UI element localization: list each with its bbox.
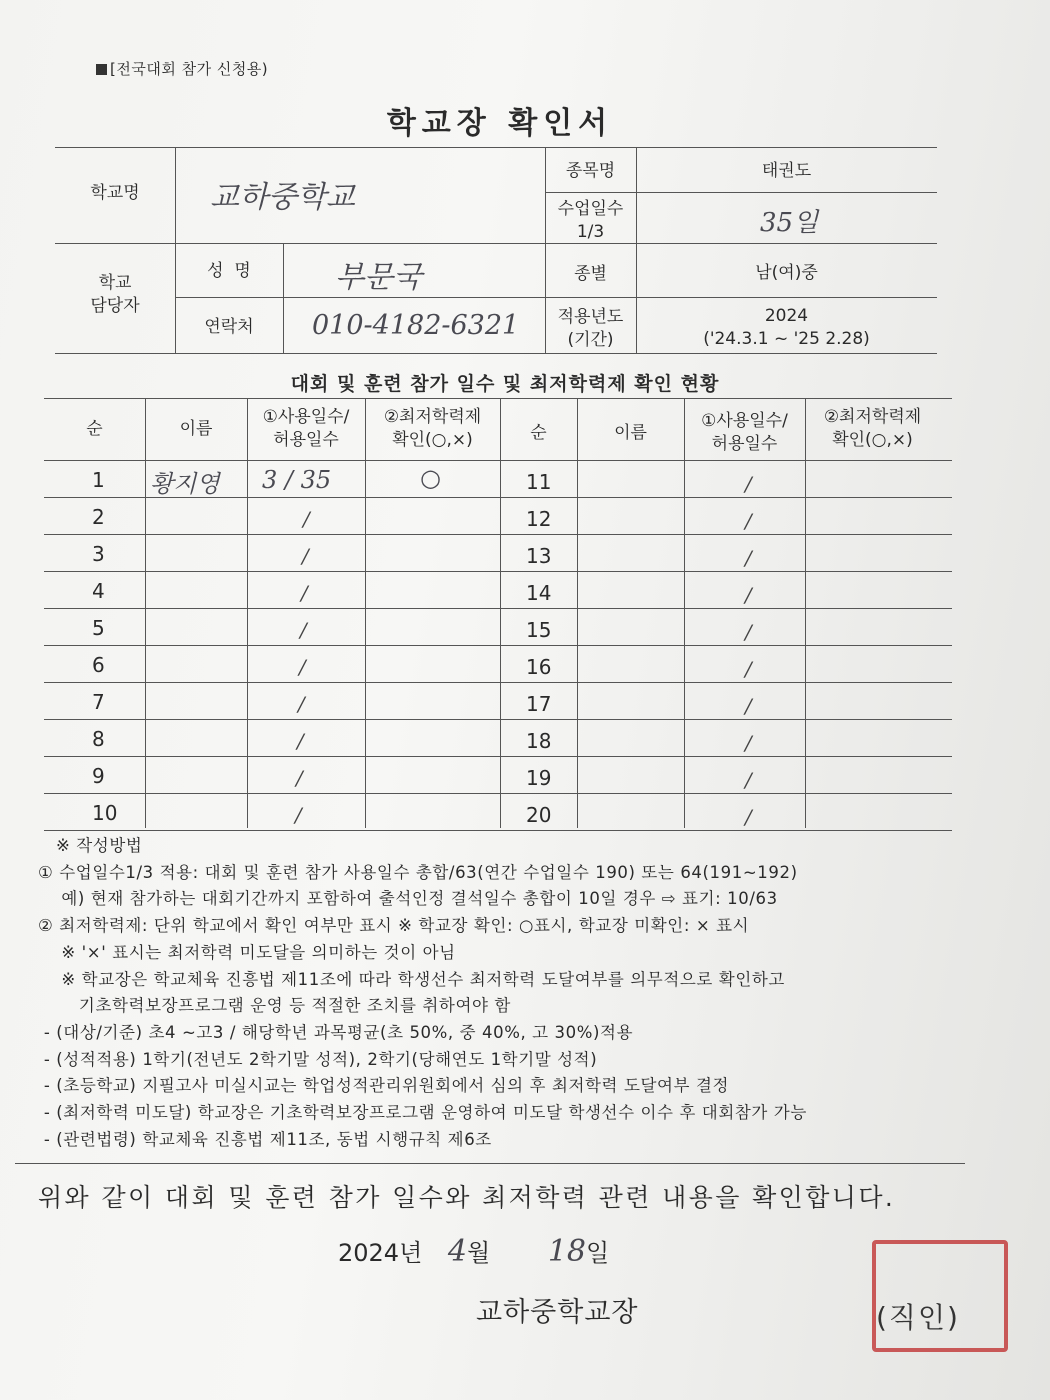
- table-caption: 대회 및 훈련 참가 일수 및 최저학력제 확인 현황: [290, 373, 720, 395]
- instruction-line: ② 최저학력제: 단위 학교에서 확인 여부만 표시 ※ 학교장 확인: ○표시, 학교장 미확인: × 표시: [38, 916, 750, 936]
- slash-mark-left: /: [295, 803, 302, 827]
- year-value: 2024 ('24.3.1 ~ '25 2.28): [703, 306, 870, 349]
- event-label: 종목명: [565, 161, 616, 181]
- row-divider: [44, 534, 952, 535]
- row-number-right: 14: [526, 581, 552, 605]
- event-value: 태권도: [761, 161, 812, 181]
- instruction-line: 예) 현재 참가하는 대회기간까지 포함하여 출석인정 결석일수 총합이 10일 경우 ⇨ 표기: 10/63: [38, 889, 778, 909]
- slash-mark-left: /: [300, 618, 307, 642]
- form-tag: [전국대회 참가 신청용): [96, 58, 268, 79]
- row-divider: [44, 497, 952, 498]
- slash-mark-right: /: [745, 472, 752, 496]
- slash-mark-left: /: [297, 729, 304, 753]
- slash-mark-left: /: [302, 544, 309, 568]
- row-divider: [44, 830, 952, 831]
- instructions: [38, 833, 968, 1154]
- gender-value: 남(여)중: [755, 263, 818, 283]
- row-number-left: 2: [92, 505, 105, 529]
- row-number-right: 18: [526, 729, 552, 753]
- slash-mark-right: /: [745, 805, 752, 829]
- row-number-left: 5: [92, 616, 105, 640]
- row-number-right: 15: [526, 618, 552, 642]
- contact-value: 010-4182-6321: [312, 310, 520, 341]
- document-title: 학교장 확인서: [386, 106, 614, 141]
- days-value: 35일: [760, 208, 819, 238]
- name-label: 성 명: [207, 261, 251, 281]
- row-number-right: 13: [526, 544, 552, 568]
- school-value: 교하중학교: [210, 180, 355, 215]
- header-name-left: 이름: [179, 419, 213, 439]
- slash-mark-right: /: [745, 546, 752, 570]
- row-divider: [44, 608, 952, 609]
- slash-mark-right: /: [745, 657, 752, 681]
- slash-mark-left: /: [298, 692, 305, 716]
- slash-mark-right: /: [745, 768, 752, 792]
- confirm-statement: 위와 같이 대회 및 훈련 참가 일수와 최저학력 관련 내용을 확인합니다.: [38, 1183, 896, 1212]
- slash-mark-right: /: [745, 583, 752, 607]
- date-day: 18: [547, 1234, 587, 1269]
- row-divider: [44, 571, 952, 572]
- instruction-line: ※ '×' 표시는 최저학력 미도달을 의미하는 것이 아님: [38, 942, 456, 962]
- row-number-left: 1: [92, 468, 105, 492]
- instruction-line: 기초학력보장프로그램 운영 등 적절한 조치를 취하여야 함: [38, 996, 511, 1016]
- header-no-right: 순: [530, 423, 547, 443]
- contact-label: 연락처: [204, 317, 254, 337]
- slash-mark-right: /: [745, 620, 752, 644]
- header-name-right: 이름: [614, 423, 647, 443]
- slash-mark-left: /: [301, 581, 308, 605]
- instruction-line: - (초등학교) 지필고사 미실시교는 학업성적관리위원회에서 심의 후 최저학력 도달여부 결정: [38, 1076, 730, 1096]
- header-days-left: ①사용일수/ 허용일수: [262, 407, 350, 450]
- row-number-left: 7: [92, 690, 105, 714]
- row-number-right: 17: [526, 692, 552, 716]
- instruction-line: - (성적적용) 1학기(전년도 2학기말 성적), 2학기(당해연도 1학기말 성적): [38, 1049, 598, 1069]
- row-number-right: 19: [526, 766, 552, 790]
- row-number-left: 9: [92, 764, 105, 788]
- header-no-left: 순: [86, 419, 103, 439]
- date-line: 2024년 4월 18일: [338, 1234, 610, 1269]
- slash-mark-right: /: [745, 694, 752, 718]
- slash-mark-right: /: [745, 509, 752, 533]
- staff-label: 학교 담당자: [90, 273, 140, 316]
- entry-name: 황지영: [150, 470, 220, 498]
- instruction-line: ① 수업일수1/3 적용: 대회 및 훈련 참가 사용일수 총합/63(연간 수업일수 190) 또는 64(191~192): [38, 862, 798, 882]
- instructions-heading: ※ 작성방법: [56, 836, 143, 855]
- row-number-left: 3: [92, 542, 105, 566]
- name-value: 부문국: [335, 260, 422, 295]
- row-divider: [44, 756, 952, 757]
- date-month: 4: [447, 1234, 467, 1269]
- row-divider: [44, 645, 952, 646]
- row-number-right: 11: [526, 470, 552, 494]
- seal-label: (직인): [876, 1301, 960, 1334]
- instruction-line: ※ 학교장은 학교체육 진흥법 제11조에 따라 학생선수 최저학력 도달여부를 의무적으로 확인하고: [38, 969, 785, 989]
- instruction-line: - (최저학력 미도달) 학교장은 기초학력보장프로그램 운영하여 미도달 학생선수 이수 후 대회참가 가능: [38, 1103, 807, 1123]
- row-number-right: 16: [526, 655, 552, 679]
- row-number-left: 10: [92, 801, 118, 825]
- entry-check: ○: [420, 464, 441, 492]
- row-divider: [44, 682, 952, 683]
- header-check-left: ②최저학력제 확인(○,×): [383, 407, 482, 450]
- year-label: 적용년도 (기간): [557, 307, 624, 350]
- row-divider: [44, 719, 952, 720]
- row-number-right: 12: [526, 507, 552, 531]
- row-number-right: 20: [526, 803, 552, 827]
- days-label: 수업일수 1/3: [557, 199, 624, 242]
- entry-days: 3 / 35: [262, 466, 332, 494]
- school-label: 학교명: [90, 183, 140, 203]
- principal-name: 교하중학교장: [476, 1297, 639, 1328]
- instruction-line: - (관련법령) 학교체육 진흥법 제11조, 동법 시행규칙 제6조: [38, 1129, 492, 1149]
- row-number-left: 6: [92, 653, 105, 677]
- slash-mark-left: /: [296, 766, 303, 790]
- gender-label: 종별: [574, 264, 607, 284]
- slash-mark-left: /: [303, 507, 310, 531]
- instruction-line: - (대상/기준) 초4 ~고3 / 해당학년 과목평균(초 50%, 중 40%, 고 30%)적용: [38, 1023, 634, 1043]
- header-days-right: ①사용일수/ 허용일수: [701, 411, 788, 454]
- row-number-left: 8: [92, 727, 105, 751]
- bullet-square-icon: [96, 64, 107, 75]
- slash-mark-right: /: [745, 731, 752, 755]
- slash-mark-left: /: [299, 655, 306, 679]
- header-check-right: ②최저학력제 확인(○,×): [823, 407, 922, 450]
- row-number-left: 4: [92, 579, 105, 603]
- row-divider: [44, 793, 952, 794]
